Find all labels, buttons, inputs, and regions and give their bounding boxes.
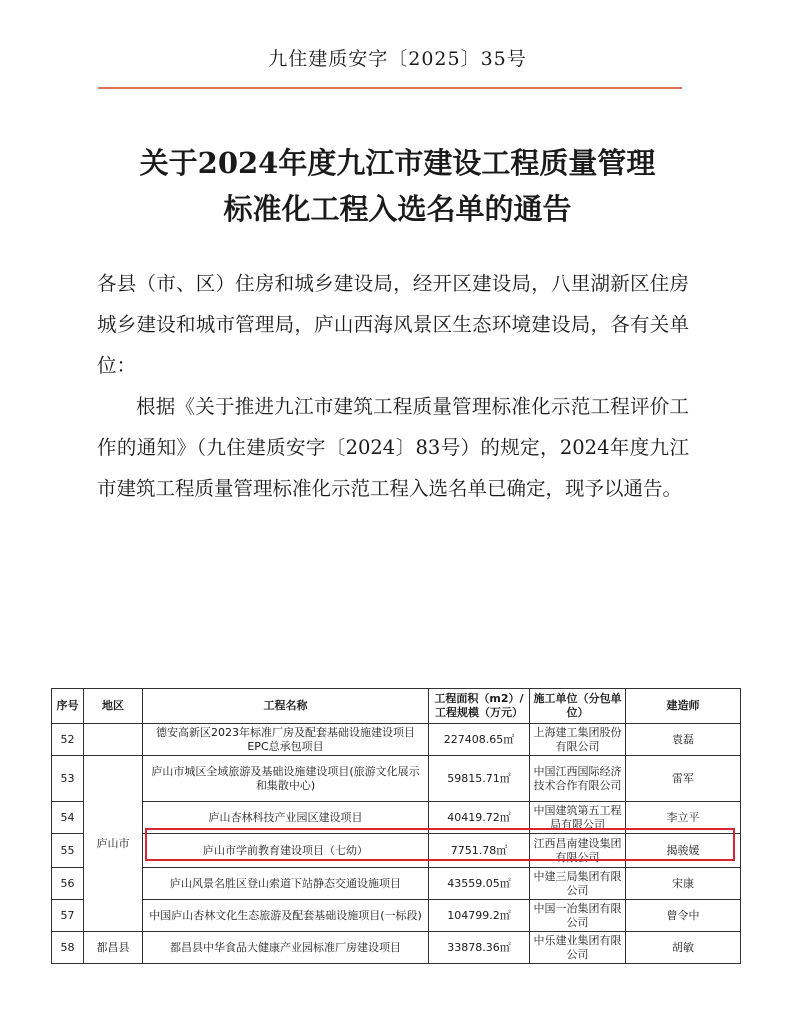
cell-name: 德安高新区2023年标准厂房及配套基础设施建设项目EPC总承包项目 (143, 724, 429, 756)
cell-builder: 曾令中 (626, 900, 741, 932)
cell-scale: 40419.72㎡ (429, 802, 530, 834)
table-row (52, 802, 741, 834)
cell-contractor: 中建三局集团有限公司 (530, 868, 626, 900)
table-row (52, 868, 741, 900)
cell-name: 中国庐山杏林文化生态旅游及配套基础设施项目(一标段) (143, 900, 429, 932)
cell-name: 庐山杏林科技产业园区建设项目 (143, 802, 429, 834)
document-number: 九住建质安字〔2025〕35号 (268, 48, 527, 70)
cell-builder: 袁磊 (626, 724, 741, 756)
cell-scale: 59815.71㎡ (429, 756, 530, 802)
table-row (52, 932, 741, 964)
cell-scale: 33878.36㎡ (429, 932, 530, 964)
cell-scale: 227408.65㎡ (429, 724, 530, 756)
cell-builder: 揭骏媛 (626, 834, 741, 868)
cell-contractor: 中国一冶集团有限公司 (530, 900, 626, 932)
project-table (51, 688, 741, 964)
cell-name: 庐山风景名胜区登山索道下站静态交通设施项目 (143, 868, 429, 900)
cell-seq: 54 (52, 802, 84, 834)
cell-builder: 宋康 (626, 868, 741, 900)
cell-scale: 43559.05㎡ (429, 868, 530, 900)
header-contractor: 施工单位（分包单位） (530, 689, 626, 724)
cell-region-duchang: 都昌县 (84, 932, 143, 964)
header-builder: 建造师 (626, 689, 741, 724)
addressee-paragraph: 各县（市、区）住房和城乡建设局，经开区建设局，八里湖新区住房城乡建设和城市管理局，庐山西海风景区生态环境建设局，各有关单位： (97, 272, 689, 377)
cell-contractor: 中国江西国际经济技术合作有限公司 (530, 756, 626, 802)
table-row (52, 756, 741, 802)
header-region: 地区 (84, 689, 143, 724)
title-line-1: 关于2024年度九江市建设工程质量管理 (139, 146, 656, 180)
cell-contractor: 中国建筑第五工程局有限公司 (530, 802, 626, 834)
notice-body (97, 263, 689, 509)
page-title (0, 140, 795, 232)
cell-seq: 55 (52, 834, 84, 868)
cell-contractor: 上海建工集团股份有限公司 (530, 724, 626, 756)
table-row (52, 724, 741, 756)
cell-scale: 104799.2㎡ (429, 900, 530, 932)
cell-builder: 雷军 (626, 756, 741, 802)
notice-paragraph: 根据《关于推进九江市建筑工程质量管理标准化示范工程评价工作的通知》（九住建质安字〔2024〕83号）的规定，2024年度九江市建筑工程质量管理标准化示范工程入选名单已确定，现予以通告。 (97, 395, 689, 500)
cell-name: 庐山市城区全域旅游及基础设施建设项目(旅游文化展示和集散中心) (143, 756, 429, 802)
table-header-row (52, 689, 741, 724)
cell-contractor: 江西昌南建设集团有限公司 (530, 834, 626, 868)
cell-seq: 53 (52, 756, 84, 802)
cell-builder: 李立平 (626, 802, 741, 834)
header-name: 工程名称 (143, 689, 429, 724)
cell-region-lushan: 庐山市 (84, 756, 143, 932)
table-row (52, 834, 741, 868)
table-row (52, 900, 741, 932)
cell-name: 都昌县中华食品大健康产业园标准厂房建设项目 (143, 932, 429, 964)
header-seq: 序号 (52, 689, 84, 724)
cell-seq: 58 (52, 932, 84, 964)
title-line-2: 标准化工程入选名单的通告 (223, 192, 572, 226)
red-divider (98, 87, 682, 89)
cell-seq: 57 (52, 900, 84, 932)
cell-scale: 7751.78㎡ (429, 834, 530, 868)
cell-region (84, 724, 143, 756)
cell-name: 庐山市学前教育建设项目（七幼） (143, 834, 429, 868)
cell-contractor: 中乐建业集团有限公司 (530, 932, 626, 964)
header-scale: 工程面积（m2）/工程规模（万元） (429, 689, 530, 724)
cell-builder: 胡敏 (626, 932, 741, 964)
cell-seq: 56 (52, 868, 84, 900)
cell-seq: 52 (52, 724, 84, 756)
